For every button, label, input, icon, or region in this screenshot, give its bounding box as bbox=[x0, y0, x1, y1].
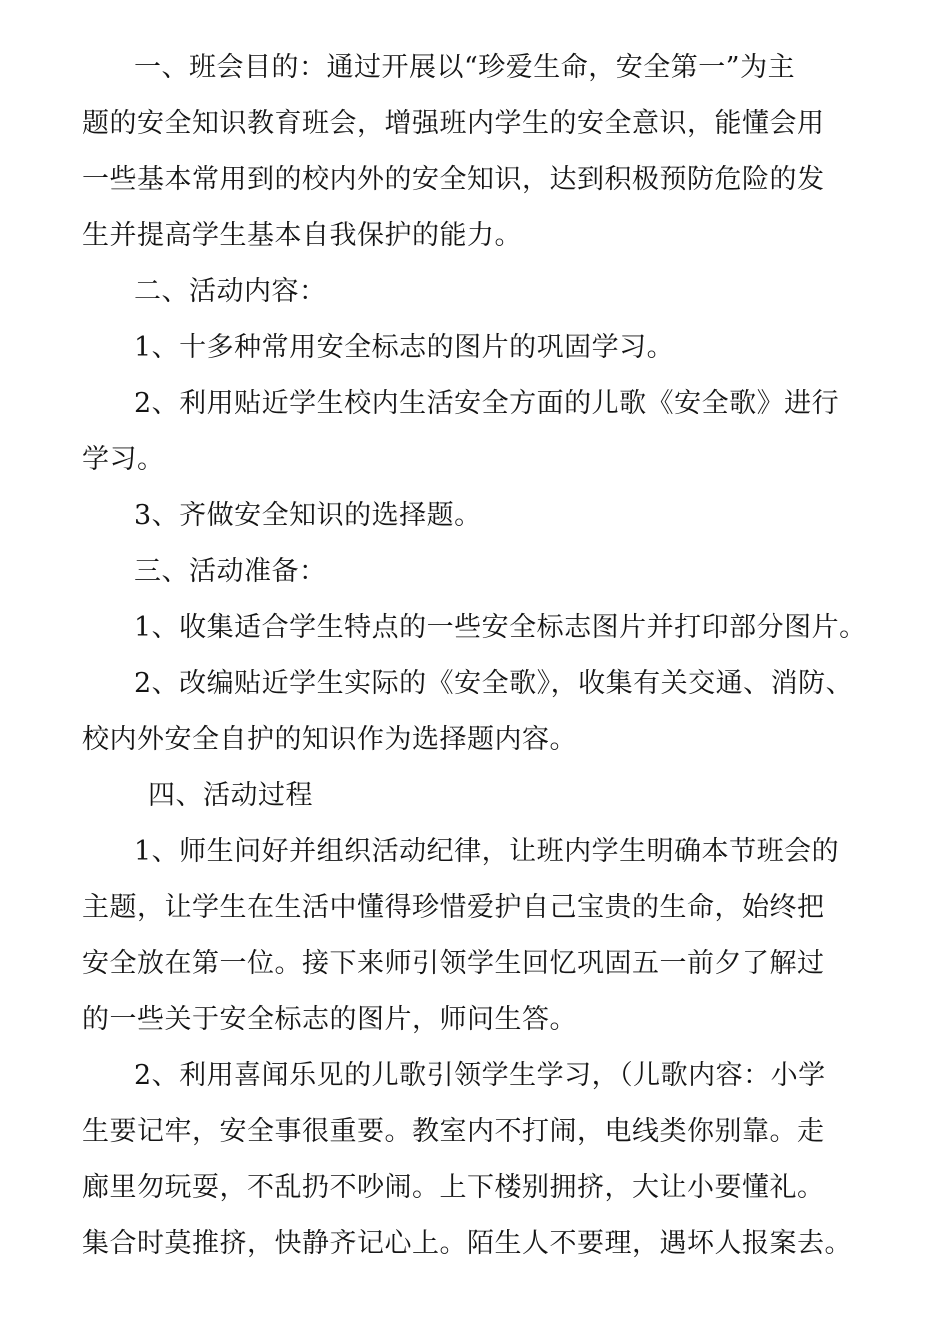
text-line: 一、班会目的：通过开展以“珍爱生命，安全第一”为主 bbox=[134, 52, 796, 83]
text-line: 1、师生问好并组织活动纪律，让班内学生明确本节班会的 bbox=[134, 836, 840, 867]
section-heading: 三、活动准备： bbox=[134, 556, 327, 587]
text-line: 主题，让学生在生活中懂得珍惜爱护自己宝贵的生命，始终把 bbox=[82, 892, 825, 923]
text-line: 1、十多种常用安全标志的图片的巩固学习。 bbox=[134, 332, 675, 363]
text-line: 安全放在第一位。接下来师引领学生回忆巩固五一前夕了解过 bbox=[82, 948, 825, 979]
section-heading: 二、活动内容： bbox=[134, 276, 327, 307]
text-line: 2、改编贴近学生实际的《安全歌》，收集有关交通、消防、 bbox=[134, 668, 854, 699]
text-line: 2、利用喜闻乐见的儿歌引领学生学习，（儿歌内容：小学 bbox=[134, 1060, 826, 1091]
text-line: 3、齐做安全知识的选择题。 bbox=[134, 500, 482, 531]
text-line: 一些基本常用到的校内外的安全知识，达到积极预防危险的发 bbox=[82, 164, 825, 195]
text-line: 2、利用贴近学生校内生活安全方面的儿歌《安全歌》进行 bbox=[134, 388, 840, 419]
text-line: 生要记牢，安全事很重要。教室内不打闹，电线类你别靠。走 bbox=[82, 1116, 825, 1147]
text-line: 生并提高学生基本自我保护的能力。 bbox=[82, 220, 522, 251]
text-line: 集合时莫推挤，快静齐记心上。陌生人不要理，遇坏人报案去。 bbox=[82, 1228, 852, 1259]
text-line: 廊里勿玩耍，不乱扔不吵闹。上下楼别拥挤，大让小要懂礼。 bbox=[82, 1172, 825, 1203]
text-line: 的一些关于安全标志的图片，师问生答。 bbox=[82, 1004, 577, 1035]
text-line: 学习。 bbox=[82, 444, 165, 475]
text-line: 题的安全知识教育班会，增强班内学生的安全意识，能懂会用 bbox=[82, 108, 825, 139]
section-heading: 四、活动过程 bbox=[148, 780, 313, 811]
text-line: 1、收集适合学生特点的一些安全标志图片并打印部分图片。 bbox=[134, 612, 867, 643]
text-line: 校内外安全自护的知识作为选择题内容。 bbox=[82, 724, 577, 755]
